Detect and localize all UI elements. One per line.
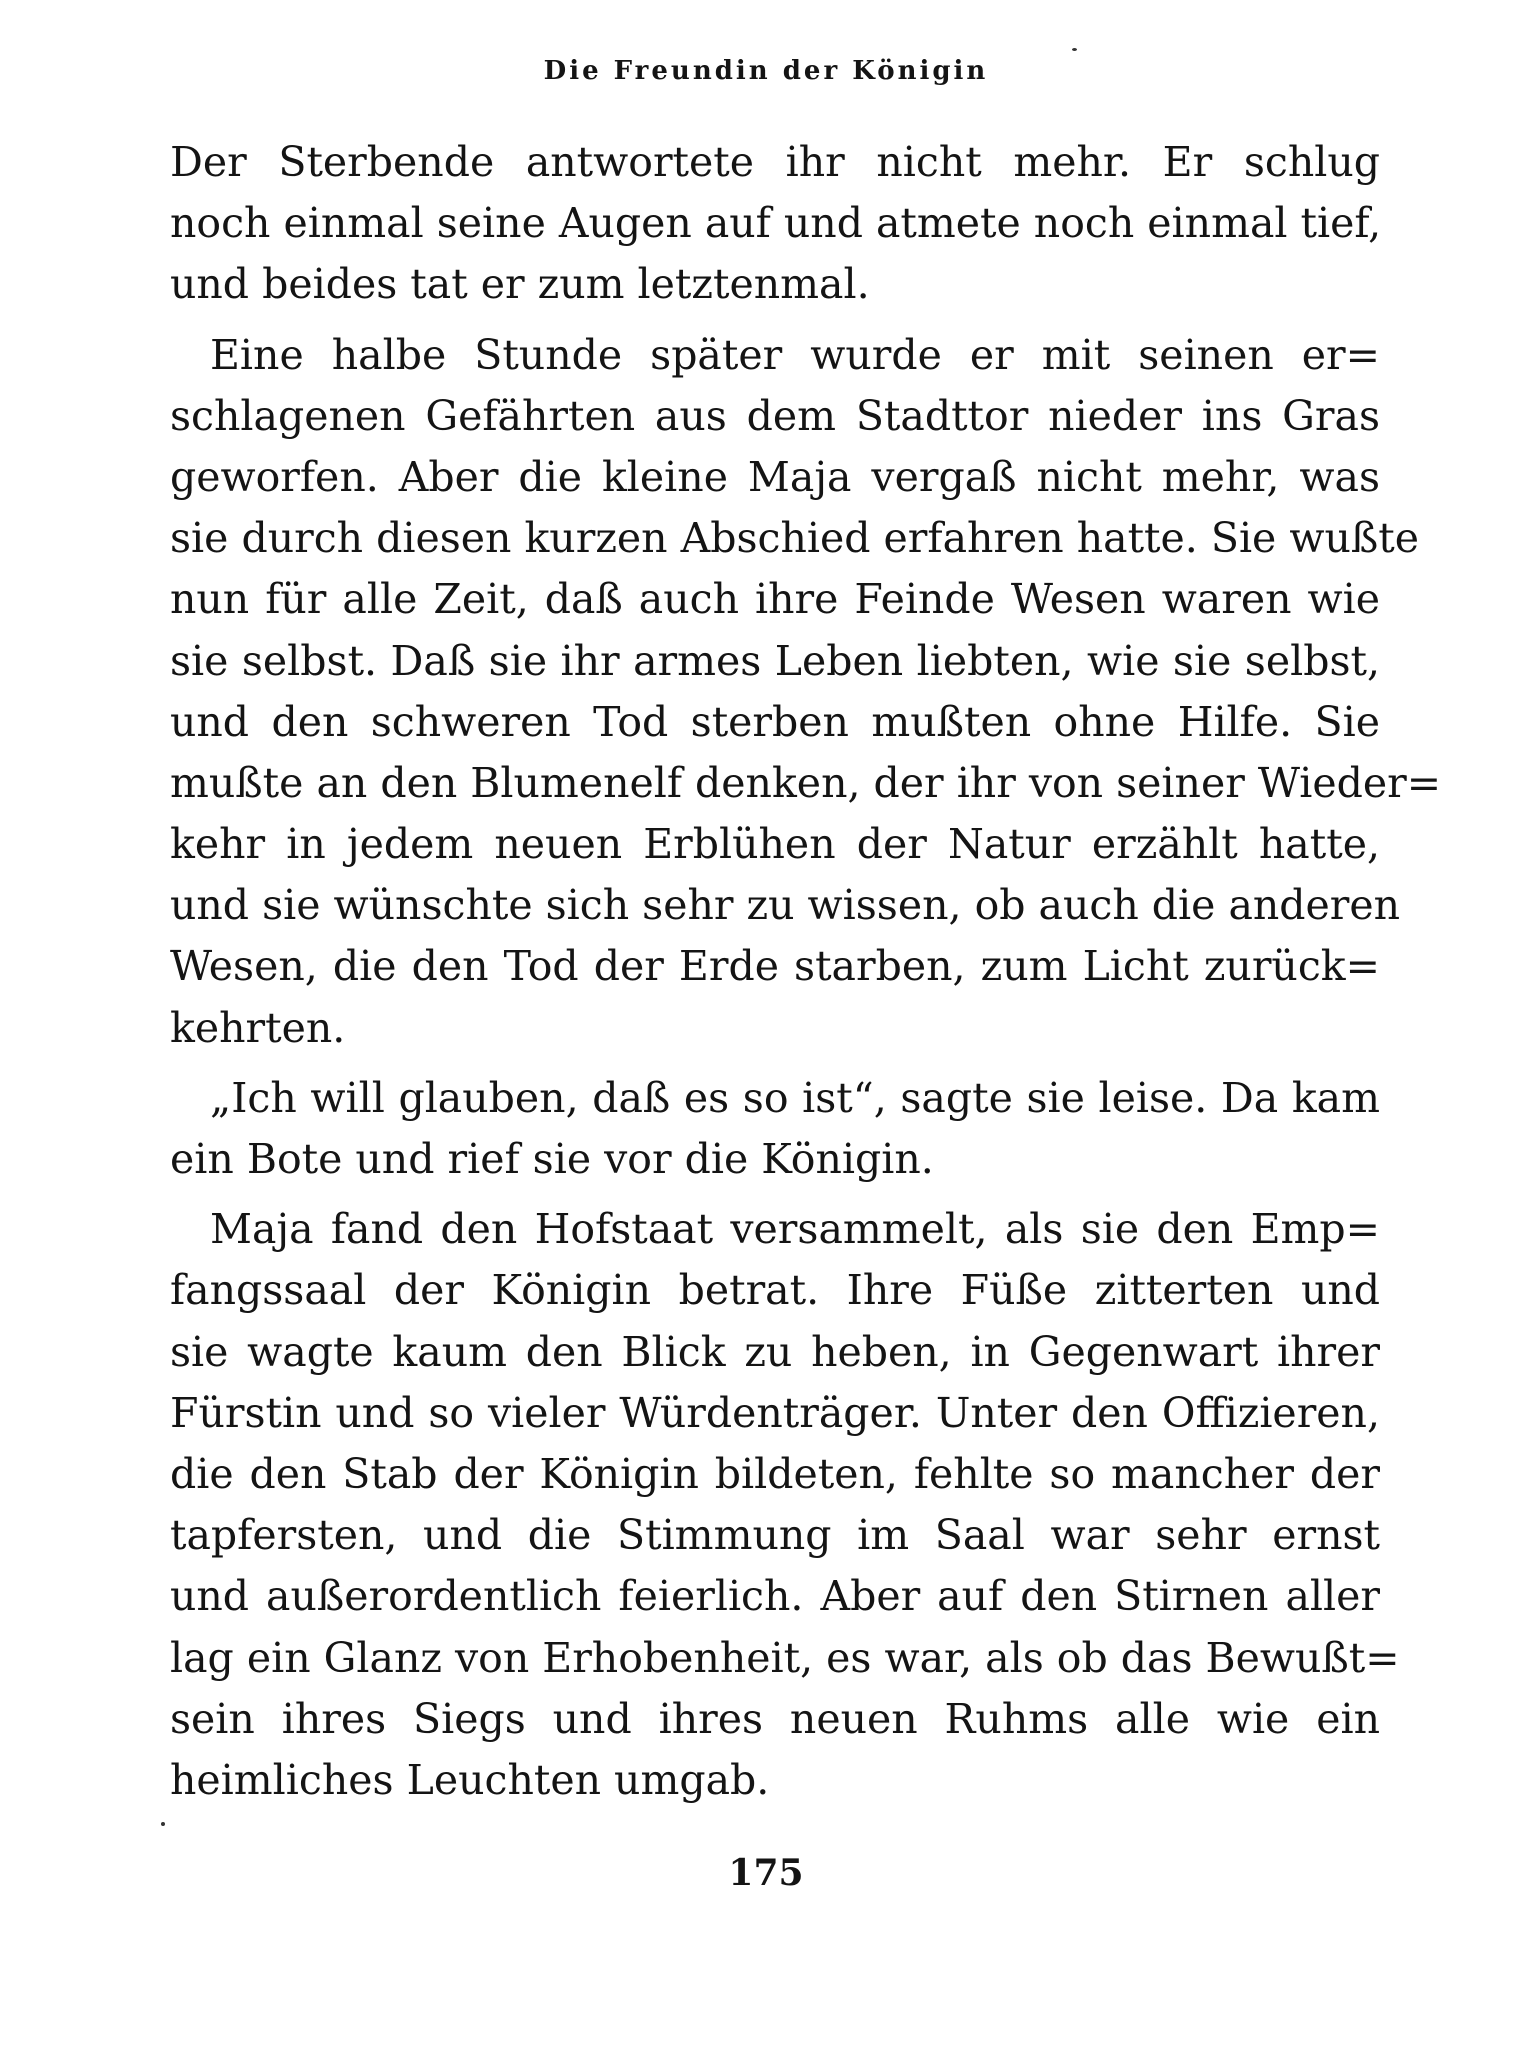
- text-line: Der Sterbende antwortete ihr nicht mehr. Er schlug: [170, 138, 1380, 186]
- text-line: und sie wünschte sich sehr zu wissen, ob auch die anderen: [170, 881, 1401, 930]
- running-head: Die Freundin der Königin: [543, 56, 989, 86]
- text-line: Eine halbe Stunde später wurde er mit seinen er=: [210, 330, 1380, 379]
- text-line: kehrten.: [170, 1003, 346, 1052]
- print-speck: [161, 1822, 165, 1826]
- text-line: kehr in jedem neuen Erblühen der Natur erzählt hatte,: [170, 820, 1380, 869]
- text-line: nun für alle Zeit, daß auch ihre Feinde Wesen waren wie: [170, 575, 1380, 624]
- text-line: Maja fand den Hofstaat versammelt, als sie den Emp=: [210, 1205, 1380, 1254]
- text-line: sie durch diesen kurzen Abschied erfahren hatte. Sie wußte: [170, 514, 1419, 563]
- text-line: und außerordentlich feierlich. Aber auf den Stirnen aller: [170, 1572, 1380, 1621]
- body-text: [170, 132, 1442, 1811]
- text-line: sein ihres Siegs und ihres neuen Ruhms alle wie ein: [170, 1694, 1380, 1743]
- text-line: „Ich will glauben, daß es so ist“, sagte sie leise. Da kam: [210, 1073, 1380, 1122]
- text-line: die den Stab der Königin bildeten, fehlte so mancher der: [170, 1449, 1380, 1498]
- text-line: Wesen, die den Tod der Erde starben, zum Licht zurück=: [170, 942, 1380, 991]
- text-line: und beides tat er zum letztenmal.: [170, 260, 870, 309]
- text-line: heimliches Leuchten umgab.: [170, 1755, 770, 1804]
- text-line: sie wagte kaum den Blick zu heben, in Gegenwart ihrer: [170, 1327, 1380, 1376]
- text-line: ein Bote und rief sie vor die Königin.: [170, 1135, 934, 1183]
- print-speck: [1072, 48, 1077, 51]
- text-line: sie selbst. Daß sie ihr armes Leben liebten, wie sie selbst,: [170, 636, 1380, 685]
- text-line: Fürstin und so vieler Würdenträger. Unter den Offizieren,: [170, 1388, 1380, 1437]
- text-line: lag ein Glanz von Erhobenheit, es war, als ob das Bewußt=: [170, 1633, 1400, 1682]
- text-line: tapfersten, und die Stimmung im Saal war sehr ernst: [170, 1511, 1380, 1560]
- page-number: 175: [728, 1852, 804, 1894]
- text-line: und den schweren Tod sterben mußten ohne Hilfe. Sie: [170, 697, 1380, 746]
- text-line: mußte an den Blumenelf denken, der ihr von seiner Wieder=: [170, 758, 1442, 807]
- text-line: fangssaal der Königin betrat. Ihre Füße zitterten und: [170, 1266, 1380, 1315]
- text-line: schlagenen Gefährten aus dem Stadttor nieder ins Gras: [170, 391, 1380, 440]
- text-line: noch einmal seine Augen auf und atmete noch einmal tief,: [170, 199, 1382, 248]
- text-line: geworfen. Aber die kleine Maja vergaß nicht mehr, was: [170, 452, 1380, 501]
